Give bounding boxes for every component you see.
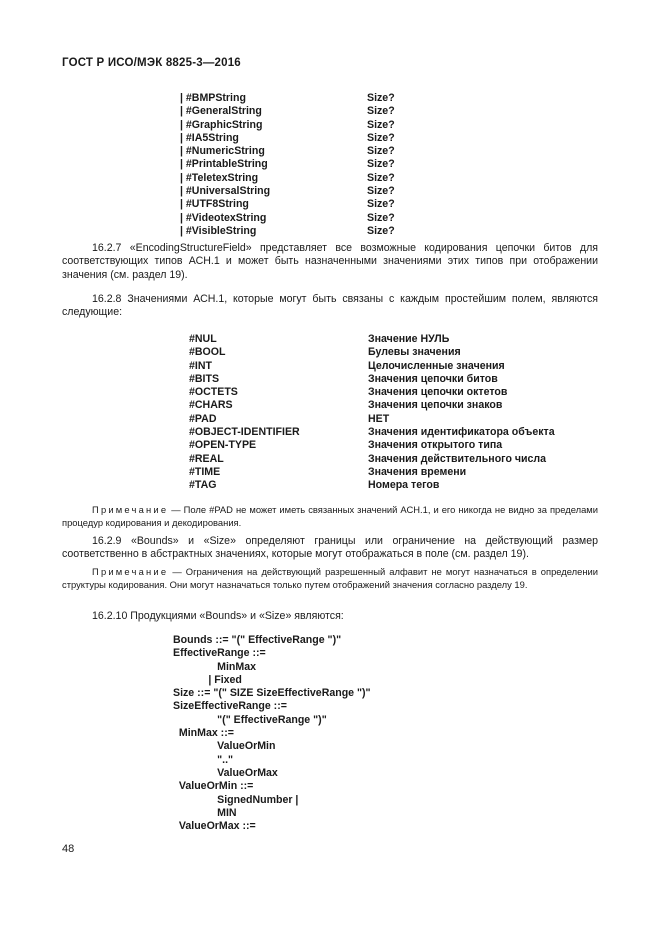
string-type-row-value: Size? bbox=[367, 158, 395, 171]
field-value-row-value: Значения цепочки октетов bbox=[368, 386, 508, 399]
code-line: "(" EffectiveRange ")" bbox=[173, 713, 327, 726]
code-line: ValueOrMin bbox=[173, 740, 276, 753]
field-value-row-key: #OCTETS bbox=[189, 386, 238, 399]
note-label: Примечание bbox=[92, 566, 169, 577]
string-type-row-key: | #TeletexString bbox=[180, 171, 259, 184]
code-line: ValueOrMin ::= bbox=[173, 780, 254, 793]
string-type-row-key: | #NumericString bbox=[180, 145, 265, 158]
field-value-row-key: #BOOL bbox=[189, 346, 226, 359]
string-type-row-value: Size? bbox=[367, 171, 395, 184]
field-value-row-key: #BITS bbox=[189, 372, 220, 385]
string-type-row-key: | #IA5String bbox=[180, 131, 239, 144]
code-line: ".." bbox=[173, 753, 234, 766]
field-value-row-key: #TAG bbox=[189, 479, 217, 492]
string-type-row-key: | #GraphicString bbox=[180, 118, 263, 131]
paragraph-16-2-7: 16.2.7 «EncodingStructureField» представляет все возможные кодирования цепочки битов для соответствующих типов АСН.1 и может быть назначенными значениями этих типов при отображении значения (см. раздел 19). bbox=[62, 242, 598, 281]
code-line: MIN bbox=[173, 806, 237, 819]
paragraph-16-2-10: 16.2.10 Продукциями «Bounds» и «Size» являются: bbox=[92, 610, 344, 622]
paragraph-16-2-8: 16.2.8 Значениями АСН.1, которые могут быть связаны с каждым простейшим полем, являются следующие: bbox=[62, 293, 598, 319]
note-text: — Поле #PAD не может иметь связанных значений АСН.1, и его никогда не видно за пределами процедур кодирования и декодирования. bbox=[62, 504, 598, 528]
string-type-row-key: | #UniversalString bbox=[180, 185, 271, 198]
string-type-row-value: Size? bbox=[367, 92, 395, 104]
field-value-row-key: #REAL bbox=[189, 452, 224, 465]
field-value-row-key: #CHARS bbox=[189, 399, 233, 412]
string-type-row-value: Size? bbox=[367, 118, 395, 131]
field-value-row-key: #OPEN-TYPE bbox=[189, 439, 257, 452]
code-line: Bounds ::= "(" EffectiveRange ")" bbox=[173, 634, 342, 646]
field-value-row-value: НЕТ bbox=[368, 412, 390, 425]
string-type-row-key: | #GeneralString bbox=[180, 105, 262, 118]
grammar-code-block bbox=[173, 634, 371, 833]
note-alphabet bbox=[62, 566, 598, 591]
field-value-row-key: #TIME bbox=[189, 465, 221, 478]
field-value-row-key: #OBJECT-IDENTIFIER bbox=[189, 426, 300, 439]
field-value-row-key: #NUL bbox=[189, 333, 217, 345]
string-type-row-value: Size? bbox=[367, 105, 395, 118]
field-value-row-key: #PAD bbox=[189, 412, 217, 425]
field-value-row-value: Значения действительного числа bbox=[368, 452, 547, 465]
code-line: | Fixed bbox=[173, 673, 242, 686]
note-pad bbox=[62, 504, 598, 529]
code-line: Size ::= "(" SIZE SizeEffectiveRange ")" bbox=[173, 687, 371, 700]
field-value-row-value: Значения цепочки битов bbox=[368, 372, 498, 385]
paragraph-16-2-9: 16.2.9 «Bounds» и «Size» определяют границы или ограничение на действующий размер соответственно в абстрактных значениях, которые могут отображаться в поле (см. раздел 19). bbox=[62, 535, 598, 561]
field-value-row-value: Значение НУЛЬ bbox=[368, 333, 450, 345]
string-type-row-key: | #BMPString bbox=[180, 92, 246, 104]
field-value-row-value: Значения времени bbox=[368, 465, 467, 478]
string-type-row-value: Size? bbox=[367, 185, 395, 198]
code-line: EffectiveRange ::= bbox=[173, 647, 266, 660]
code-line: MinMax bbox=[173, 660, 256, 673]
string-type-row-key: | #VisibleString bbox=[180, 224, 257, 237]
field-value-row-value: Целочисленные значения bbox=[368, 359, 505, 372]
field-value-row-key: #INT bbox=[189, 359, 212, 372]
string-type-row-key: | #VideotexString bbox=[180, 211, 267, 224]
code-line: ValueOrMax bbox=[173, 766, 278, 779]
string-type-row-key: | #PrintableString bbox=[180, 158, 268, 171]
field-value-row-value: Булевы значения bbox=[368, 346, 461, 359]
code-line: MinMax ::= bbox=[173, 727, 234, 740]
document-header: ГОСТ Р ИСО/МЭК 8825-3—2016 bbox=[62, 57, 241, 69]
string-type-row-value: Size? bbox=[367, 145, 395, 158]
code-line: ValueOrMax ::= bbox=[173, 820, 256, 833]
page-number: 48 bbox=[62, 843, 75, 855]
string-type-row-value: Size? bbox=[367, 224, 395, 237]
note-label: Примечание bbox=[92, 504, 169, 515]
string-type-row-value: Size? bbox=[367, 211, 395, 224]
field-value-row-value: Номера тегов bbox=[368, 479, 440, 492]
string-type-row-value: Size? bbox=[367, 198, 395, 211]
field-value-row-value: Значения открытого типа bbox=[368, 439, 503, 452]
note-text: — Ограничения на действующий разрешенный алфавит не могут назначаться в определении структуры кодирования. Они могут назначаться только путем отображений значения согласно разделу 19. bbox=[62, 566, 598, 590]
field-value-row-value: Значения идентификатора объекта bbox=[368, 426, 555, 439]
string-type-row-value: Size? bbox=[367, 131, 395, 144]
field-value-row-value: Значения цепочки знаков bbox=[368, 399, 503, 412]
string-type-row-key: | #UTF8String bbox=[180, 198, 249, 211]
code-line: SizeEffectiveRange ::= bbox=[173, 700, 287, 713]
code-line: SignedNumber | bbox=[173, 793, 299, 806]
